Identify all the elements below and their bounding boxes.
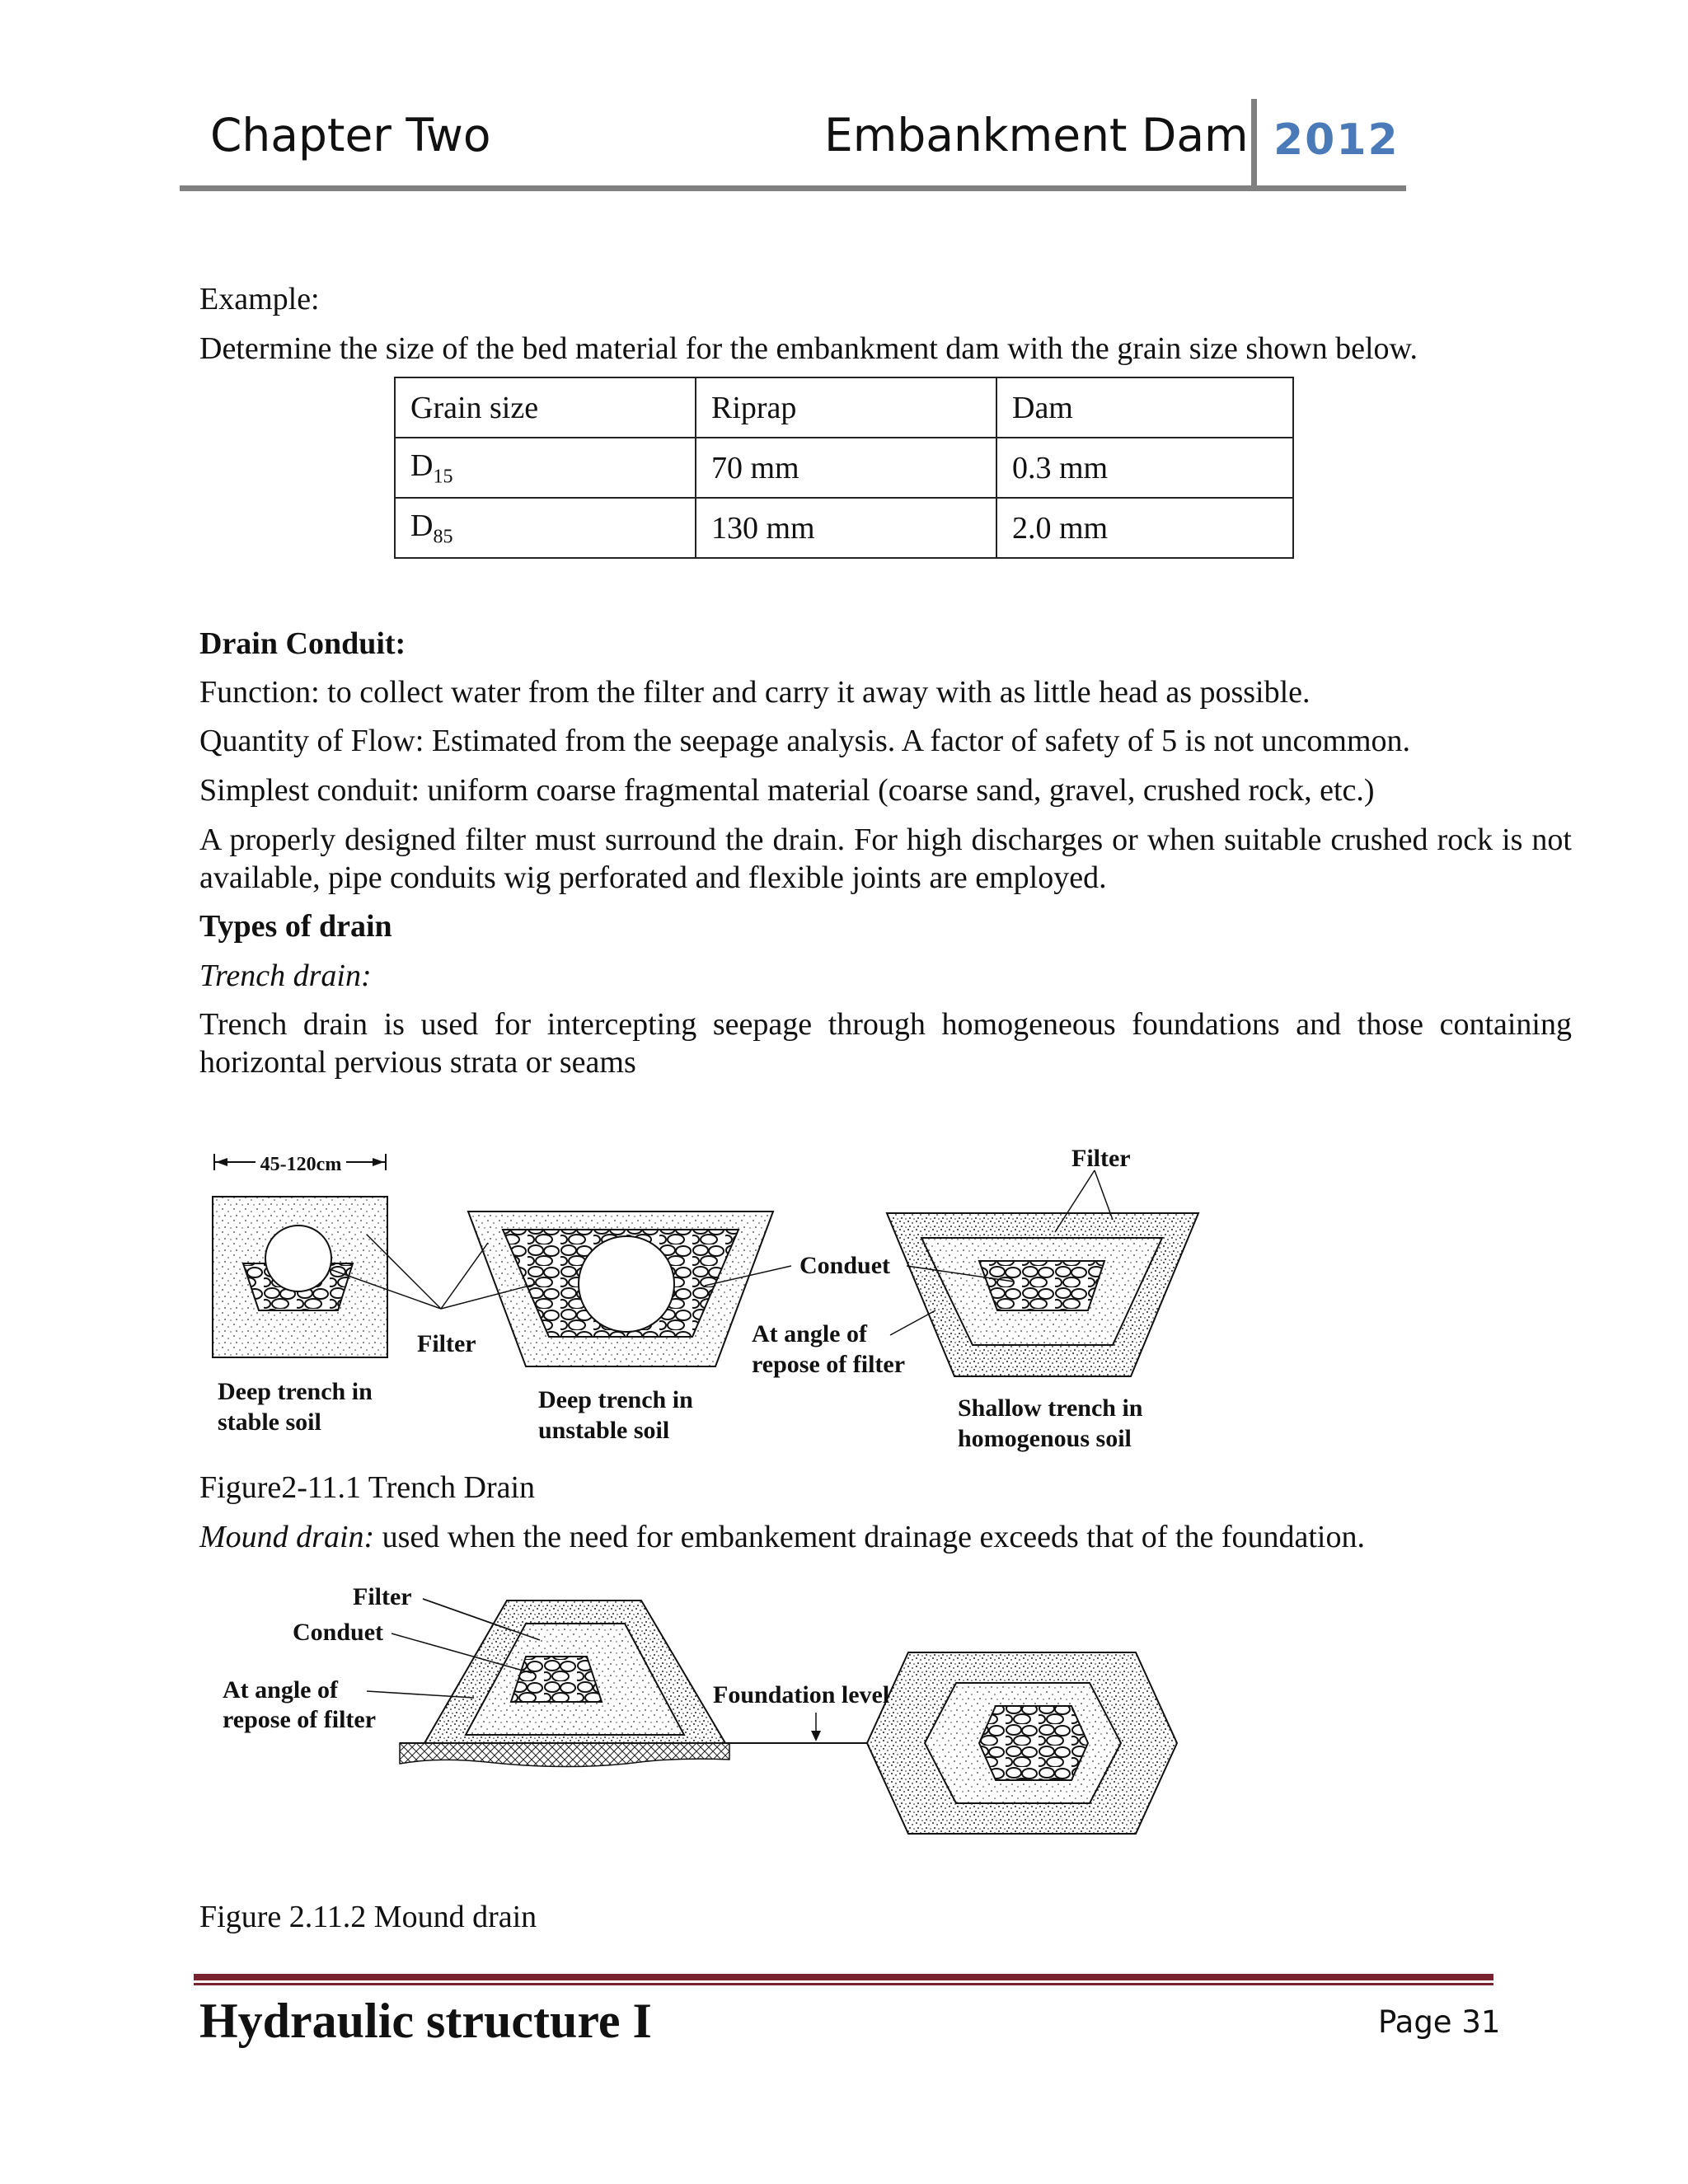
grain-size-table <box>394 377 1294 559</box>
table-cell: 70 mm <box>696 438 996 498</box>
table-cell: $D_{15}$ <box>395 438 696 498</box>
caption-deep-unstable-2: unstable soil <box>538 1417 670 1444</box>
caption-deep-unstable-1: Deep trench in <box>538 1386 693 1413</box>
mound-drain-text <box>199 1518 1365 1556</box>
width-dimension-label: 45-120cm <box>260 1154 342 1175</box>
page-number: Page 31 <box>1378 2004 1501 2040</box>
caption-shallow-2: homogenous soil <box>958 1425 1132 1452</box>
chapter-title: Chapter Two <box>210 109 491 162</box>
footer-rule <box>194 1974 1493 1980</box>
simplest-text: Simplest conduit: uniform coarse fragmental material (coarse sand, gravel, crushed rock, etc.) <box>199 773 1375 808</box>
example-label: Example: <box>199 282 320 316</box>
table-header-row <box>395 377 1293 438</box>
function-text: Function: to collect water from the filter and carry it away with as little head as possible. <box>199 675 1311 710</box>
example-prompt: Determine the size of the bed material for the embankment dam with the grain size shown below. <box>199 331 1418 366</box>
footer-title: Hydraulic structure I <box>199 1994 652 2048</box>
footer-rule-thin <box>194 1983 1493 1985</box>
filter-label-top: Filter <box>1071 1145 1131 1172</box>
table-row <box>395 438 1293 498</box>
mound-drain-label: Mound drain: <box>199 1520 375 1554</box>
angle-label-line1: At angle of <box>752 1320 867 1347</box>
mound-filter-label: Filter <box>353 1583 412 1610</box>
mound-angle-line1: At angle of <box>223 1676 338 1704</box>
mound-drain-figure <box>214 1574 1302 1863</box>
table-cell: 0.3 mm <box>996 438 1293 498</box>
header-rule <box>180 185 1406 191</box>
table-header-cell: Riprap <box>696 377 996 438</box>
table-cell: 2.0 mm <box>996 498 1293 558</box>
filter-label-left: Filter <box>417 1330 476 1357</box>
header-divider <box>1251 99 1257 190</box>
caption-deep-stable-2: stable soil <box>218 1408 321 1436</box>
header-year: 2012 <box>1273 115 1400 165</box>
filter-note-text: A properly designed filter must surround the drain. For high discharges or when suitable crushed rock is not available, pipe conduits wig perforated and flexible joints are employed. <box>199 823 1572 895</box>
angle-label-line2: repose of filter <box>752 1351 906 1378</box>
mound-angle-line2: repose of filter <box>223 1706 377 1733</box>
types-heading: Types of drain <box>199 909 392 944</box>
caption-shallow-1: Shallow trench in <box>958 1394 1143 1422</box>
trench-drain-desc: Trench drain is used for intercepting seepage through homogeneous foundations and those containing horizontal pervious strata or seams <box>199 1007 1572 1080</box>
table-header-cell: Dam <box>996 377 1293 438</box>
topic-title: Embankment Dam <box>824 109 1249 162</box>
figure2-caption: Figure 2.11.2 Mound drain <box>199 1900 537 1934</box>
table-cell: 130 mm <box>696 498 996 558</box>
trench-drain-figure <box>198 1137 1220 1459</box>
trench-drain-label: Trench drain: <box>199 958 372 993</box>
mound-drain-desc: used when the need for embankement drainage exceeds that of the foundation. <box>374 1520 1365 1554</box>
table-header-cell: Grain size <box>395 377 696 438</box>
foundation-level-label: Foundation level <box>713 1681 890 1708</box>
quantity-text: Quantity of Flow: Estimated from the seepage analysis. A factor of safety of 5 is not uncommon. <box>199 724 1411 758</box>
drain-conduit-heading: Drain Conduit: <box>199 626 406 661</box>
table-cell: $D_{85}$ <box>395 498 696 558</box>
mound-conduit-label: Conduet <box>293 1619 384 1646</box>
caption-deep-stable-1: Deep trench in <box>218 1378 373 1405</box>
conduit-label: Conduet <box>799 1252 891 1279</box>
table-row <box>395 498 1293 558</box>
figure1-caption: Figure2-11.1 Trench Drain <box>199 1470 536 1505</box>
